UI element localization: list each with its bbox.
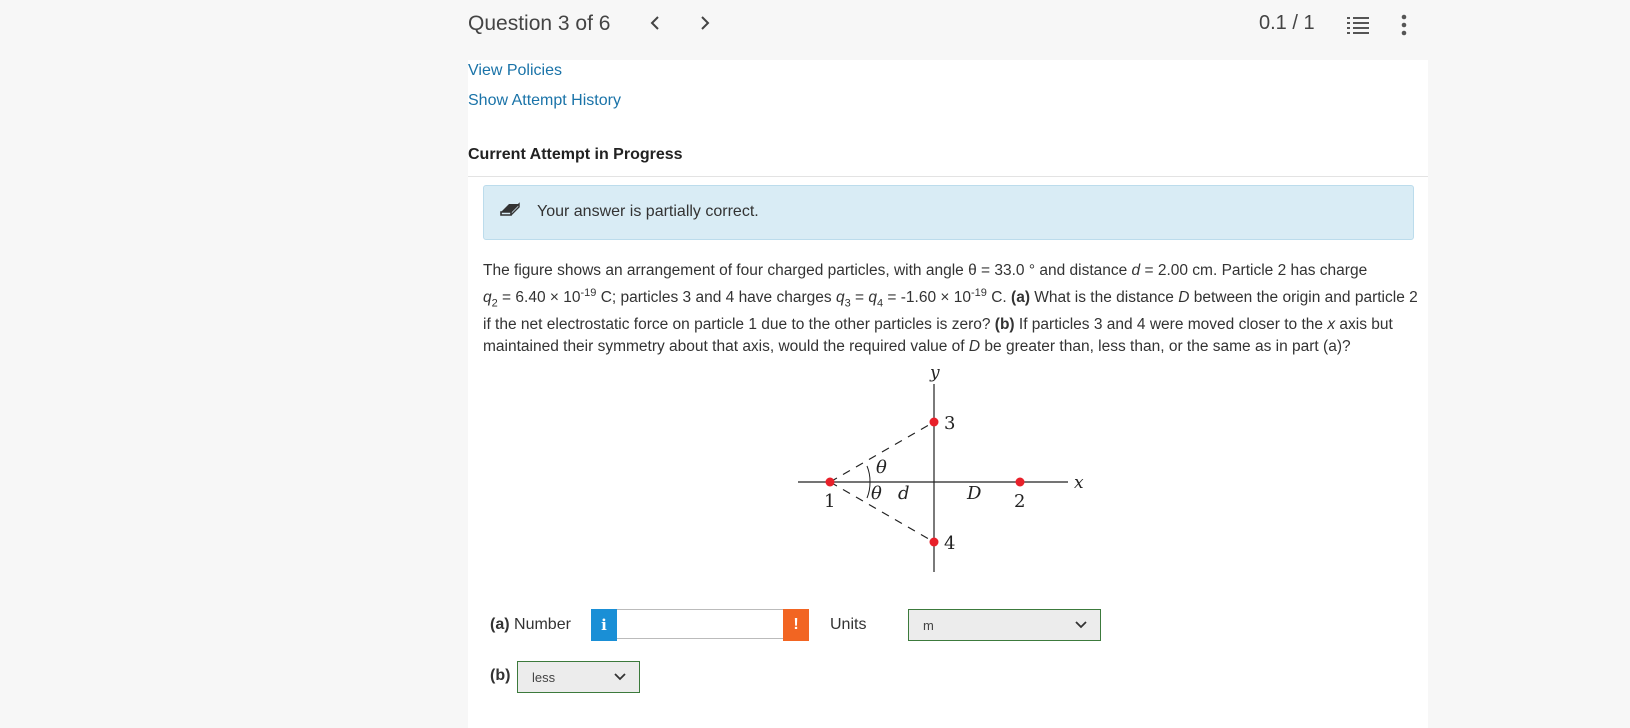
theta-lower-label: θ: [871, 483, 882, 504]
feedback-message: Your answer is partially correct.: [537, 203, 759, 220]
particle-2: [1016, 478, 1025, 487]
top-bar: [0, 0, 1630, 60]
particle-4: [930, 538, 939, 547]
score-display: 0.1 / 1: [1259, 12, 1315, 34]
charges-figure: [798, 362, 1098, 592]
answer-a-number-input[interactable]: [617, 609, 783, 639]
D-label: D: [967, 483, 982, 504]
next-question-button[interactable]: [698, 12, 712, 40]
y-axis-label: y: [930, 363, 940, 383]
units-select[interactable]: [908, 609, 1101, 641]
more-vertical-icon: [1401, 14, 1407, 36]
particle-4-label: 4: [944, 533, 956, 554]
ordered-list-icon: [1347, 16, 1369, 34]
question-label: Question 3 of 6: [468, 12, 611, 35]
particle-1: [826, 478, 835, 487]
answer-a-label: (a) Number: [490, 616, 571, 633]
particle-2-label: 2: [1014, 491, 1026, 512]
particle-3: [930, 418, 939, 427]
feedback-banner: [483, 185, 1414, 240]
angle-arc-lower: [867, 482, 870, 498]
particle-3-label: 3: [944, 413, 956, 434]
show-attempt-history-link[interactable]: Show Attempt History: [468, 92, 621, 109]
view-policies-link[interactable]: View Policies: [468, 62, 562, 79]
question-text: The figure shows an arrangement of four charged particles, with angle θ = 33.0 ° and distance d = 2.00 cm. Particle 2 has charge $q_2 = 6.40 \times 10^{-19}$ C; particles 3 and 4 have charges $q_3 = q_4 = -1.60 \times 10^{-19}$ C. (a) What is the distance D between the origin and particle 2 if the net electrostatic force on particle 1 due to the other particles is zero? (b) If particles 3 and 4 were moved closer to the x axis but maintained their symmetry about that axis, would the required value of D be greater than, less than, or the same as in part (a)?: [483, 262, 1418, 356]
answer-a-row: [490, 609, 1390, 643]
units-select-value: m: [923, 618, 934, 633]
x-axis-label: x: [1074, 473, 1084, 493]
answer-b-select[interactable]: [517, 661, 640, 693]
units-label: Units: [830, 616, 867, 633]
eraser-icon: [499, 200, 521, 223]
chevron-down-icon: [1074, 616, 1088, 637]
answer-b-select-value: less: [532, 670, 556, 685]
divider: [468, 176, 1428, 177]
answer-b-label: (b): [490, 667, 511, 684]
chevron-left-icon: [648, 12, 662, 34]
question-list-button[interactable]: [1347, 16, 1369, 39]
theta-upper-label: θ: [876, 457, 887, 478]
dashed-line-1-4: [830, 482, 934, 542]
chevron-down-icon: [613, 668, 627, 689]
warning-icon[interactable]: !: [783, 609, 809, 641]
previous-question-button[interactable]: [648, 12, 662, 40]
d-label: d: [898, 483, 910, 504]
answer-b-row: [490, 661, 1390, 695]
particle-1-label: 1: [824, 491, 836, 512]
chevron-right-icon: [698, 12, 712, 34]
attempt-heading: Current Attempt in Progress: [468, 146, 683, 163]
angle-arc-upper: [867, 466, 870, 482]
more-options-button[interactable]: [1401, 14, 1407, 41]
info-icon[interactable]: i: [591, 609, 617, 641]
question-panel: [468, 60, 1428, 728]
